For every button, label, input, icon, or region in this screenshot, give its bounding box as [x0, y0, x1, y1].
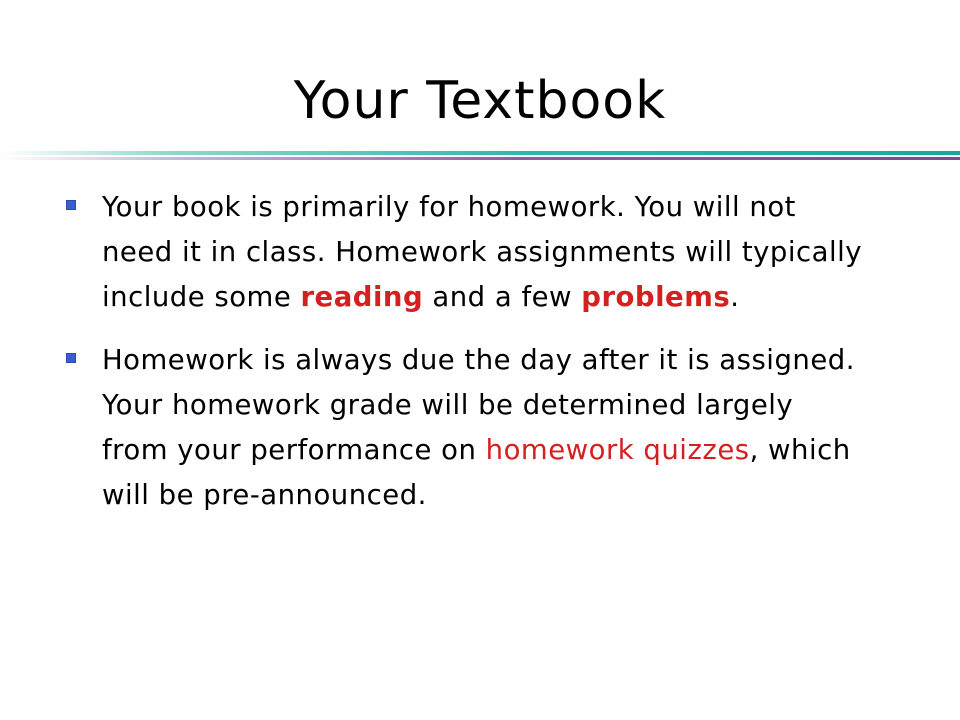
bullet-text-segment: and a few — [423, 281, 582, 313]
title-rule-purple — [0, 157, 960, 160]
bullet-item — [66, 185, 866, 320]
square-bullet-icon — [66, 200, 76, 210]
highlight-reading: reading — [300, 281, 424, 313]
bullet-list — [66, 185, 866, 536]
bullet-text — [102, 344, 855, 511]
bullet-text-segment: Your book is primarily for homework. You will not need it in class. Homework assignments will typically include some — [102, 191, 863, 313]
bullet-text — [102, 191, 862, 313]
highlight-problems: problems — [581, 281, 731, 313]
slide-title: Your Textbook — [293, 71, 667, 131]
bullet-text-segment: . — [730, 281, 740, 313]
highlight-homework-quizzes: homework quizzes — [485, 434, 750, 466]
bullet-text-segment: , which will be pre-announced. — [102, 434, 851, 511]
title-rule-teal — [0, 151, 960, 155]
bullet-item — [66, 338, 866, 518]
square-bullet-icon — [66, 353, 76, 363]
bullet-text-segment: Homework is always due the day after it is assigned. Your homework grade will be determined largely from your performance on — [102, 344, 855, 466]
